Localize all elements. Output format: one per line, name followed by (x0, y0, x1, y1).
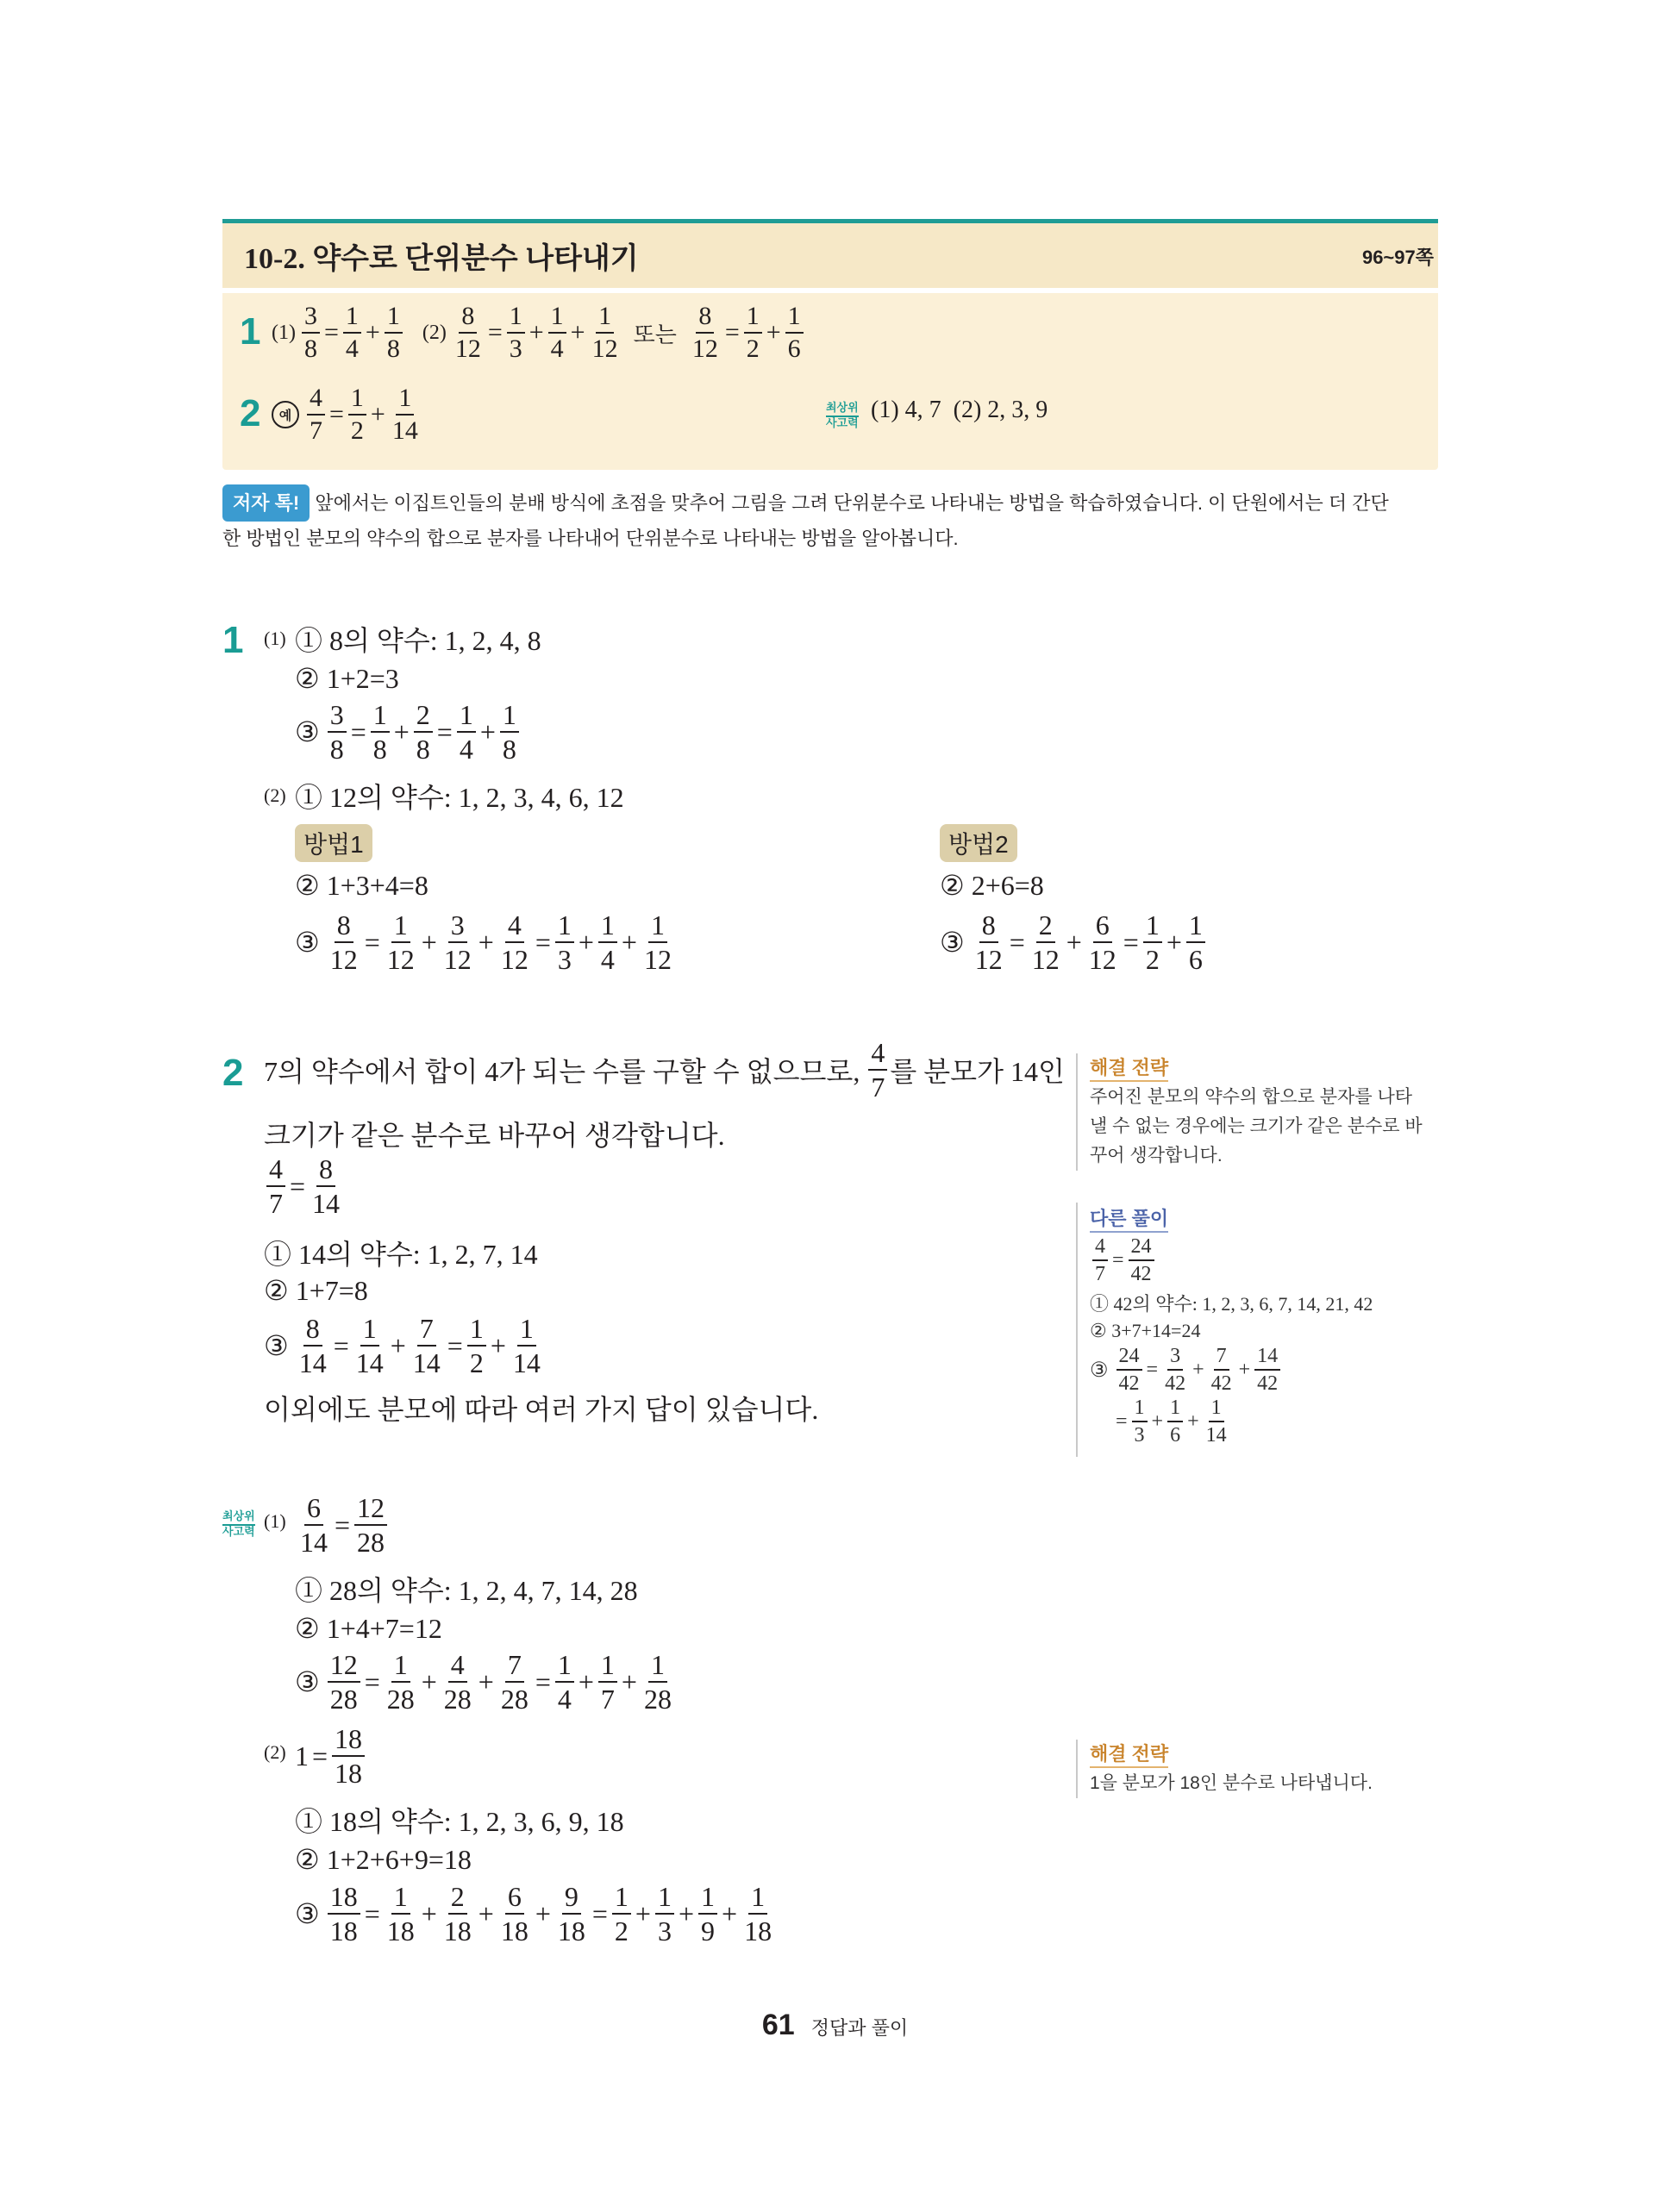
sol1-p1-step3: ③ $\frac{3}{8}$ = $\frac{1}{8}$ + $\frac{2}{8}$ = $\frac{1}{4}$ + $\frac{1}{8}$ (295, 701, 522, 763)
fraction: $\frac{2}{18}$ (443, 1881, 472, 1946)
alt-step3-result: = $\frac{1}{3}$ + $\frac{1}{6}$ + $\frac{1}{14}$ (1114, 1397, 1452, 1446)
fraction: $\frac{1}{4}$ (457, 701, 476, 763)
fraction: $\frac{1}{14}$ (355, 1313, 384, 1378)
answer-1-part2-label: (2) (422, 321, 447, 344)
fraction: $\frac{1}{2}$ (612, 1883, 631, 1945)
fraction: $\frac{3}{8}$ (328, 701, 347, 763)
page-number: 61 (761, 2009, 795, 2041)
alt-equivalent: $\frac{4}{7}$ = $\frac{24}{42}$ (1090, 1236, 1452, 1284)
fraction: $\frac{12}{28}$ (354, 1494, 387, 1556)
challenge-p1-step3: ③ $\frac{12}{28}$ = $\frac{1}{28}$ + $\frac{4}{28}$ + $\frac{7}{28}$ = $\frac{1}{4}$ + $\frac{1}{7}$ + $\frac{1}{28}$ (295, 1651, 677, 1713)
fraction: $\frac{2}{12}$ (1031, 909, 1060, 975)
fraction: $\frac{4}{7}$ (266, 1155, 285, 1217)
fraction: $\frac{1}{14}$ (1205, 1397, 1227, 1447)
fraction: $\frac{1}{12}$ (643, 909, 672, 975)
alt-step3: ③ $\frac{24}{42}$ = $\frac{3}{42}$ + $\frac{7}{42}$ + $\frac{14}{42}$ (1090, 1346, 1452, 1394)
challenge-p1-step1: ① 28의 약수: 1, 2, 4, 7, 14, 28 (295, 1575, 638, 1606)
fraction: $\frac{1}{4}$ (343, 303, 361, 362)
answer-1-part1-label: (1) (272, 321, 296, 344)
section-title: 10-2. 약수로 단위분수 나타내기 (244, 243, 639, 275)
challenge-p2-step2: ② 1+2+6+9=18 (295, 1844, 472, 1875)
challenge-p2-equivalent: 1 = $\frac{18}{18}$ (295, 1725, 367, 1787)
solution-1-number: 1 (222, 619, 244, 661)
sol1-p1-step1: ① 8의 약수: 1, 2, 4, 8 (295, 625, 541, 656)
sol1-part1-label: (1) (264, 628, 286, 649)
fraction: $\frac{1}{8}$ (500, 701, 519, 763)
fraction: $\frac{1}{4}$ (598, 911, 617, 973)
fraction: $\frac{1}{14}$ (512, 1313, 541, 1378)
footer-label: 정답과 풀이 (810, 2017, 909, 2039)
fraction: $\frac{1}{6}$ (1167, 1397, 1183, 1446)
sol2-step1: ① 14의 약수: 1, 2, 7, 14 (264, 1239, 538, 1270)
fraction: $\frac{9}{18}$ (557, 1881, 585, 1946)
fraction: $\frac{4}{7}$ (1092, 1236, 1108, 1284)
fraction: $\frac{8}{12}$ (329, 909, 358, 975)
fraction: $\frac{18}{18}$ (332, 1725, 365, 1787)
fraction: $\frac{12}{28}$ (328, 1651, 360, 1713)
fraction: $\frac{4}{7}$ (307, 385, 325, 444)
fraction: $\frac{1}{3}$ (1132, 1397, 1148, 1446)
fraction: $\frac{1}{12}$ (386, 909, 415, 975)
fraction: $\frac{6}{18}$ (500, 1881, 529, 1946)
fraction: $\frac{14}{42}$ (1254, 1346, 1280, 1394)
fraction: $\frac{7}{28}$ (500, 1649, 529, 1715)
fraction: $\frac{1}{7}$ (598, 1651, 617, 1713)
fraction: $\frac{7}{42}$ (1210, 1345, 1232, 1395)
fraction: $\frac{7}{14}$ (412, 1313, 441, 1378)
footer (0, 2009, 1670, 2042)
fraction: $\frac{4}{28}$ (443, 1649, 472, 1715)
fraction: $\frac{3}{8}$ (302, 303, 320, 362)
strategy-box-1: 해결 전략 주어진 분모의 약수의 합으로 분자를 나타 낼 수 없는 경우에는 크기가 같은 분수로 바 꾸어 생각합니다. (1076, 1053, 1423, 1171)
sol2-line2: 크기가 같은 분수로 바꾸어 생각합니다. (264, 1120, 725, 1151)
fraction: $\frac{4}{7}$ (868, 1039, 887, 1101)
fraction: $\frac{4}{12}$ (500, 909, 529, 975)
method1-tag: 방법1 (295, 824, 372, 862)
challenge-p1-equivalent: $\frac{6}{14}$ = $\frac{12}{28}$ (295, 1494, 390, 1556)
challenge-part1-label: (1) (264, 1510, 286, 1532)
fraction: $\frac{1}{8}$ (371, 701, 390, 763)
fraction: $\frac{1}{3}$ (555, 911, 574, 973)
fraction: $\frac{1}{3}$ (507, 303, 525, 362)
challenge-p1-step2: ② 1+4+7=12 (295, 1613, 442, 1644)
fraction: $\frac{1}{18}$ (386, 1881, 415, 1946)
fraction: $\frac{1}{4}$ (555, 1651, 574, 1713)
challenge-badge: 최상위 사고력 (826, 401, 859, 429)
fraction: $\frac{1}{12}$ (591, 302, 618, 363)
example-mark: 예 (272, 401, 299, 428)
fraction: $\frac{1}{4}$ (548, 303, 566, 362)
fraction: $\frac{8}{12}$ (974, 909, 1003, 975)
sol2-equivalent: $\frac{4}{7}$ = $\frac{8}{14}$ (264, 1155, 345, 1217)
fraction: $\frac{1}{28}$ (386, 1649, 415, 1715)
sol1-p2-step1: ① 12의 약수: 1, 2, 3, 4, 6, 12 (295, 782, 624, 813)
author-tip-line2: 한 방법인 분모의 약수의 합으로 분자를 나타내어 단위분수로 나타내는 방법을 알아봅니다. (222, 528, 959, 549)
fraction: $\frac{1}{6}$ (1186, 911, 1205, 973)
fraction: $\frac{3}{42}$ (1165, 1345, 1186, 1395)
sol2-step3: ③ $\frac{8}{14}$ = $\frac{1}{14}$ + $\frac{7}{14}$ = $\frac{1}{2}$ + $\frac{1}{14}$ (264, 1315, 546, 1377)
strategy-box-2: 해결 전략 1을 분모가 18인 분수로 나타냅니다. (1076, 1740, 1373, 1798)
fraction: $\frac{8}{14}$ (312, 1153, 341, 1219)
page-range: 96~97쪽 (1361, 247, 1434, 268)
author-tag: 저자 톡! (222, 484, 310, 522)
answer-1-line: (1) $\frac{3}{8}$ = $\frac{1}{4}$ + $\frac{1}{8}$ (2) $\frac{8}{12}$ = $\frac{1}{3}$ + $\frac{1}{4}$ + $\frac{1}{12}$ 또는 $\frac{8}{12}$ = $\frac{1}{2}$ + $\frac{1}{6}$ (272, 303, 806, 362)
challenge-p2-step1: ① 18의 약수: 1, 2, 3, 6, 9, 18 (295, 1806, 624, 1837)
challenge-answer: (1) 4, 7 (2) 2, 3, 9 (871, 397, 1048, 423)
author-tip-line1: 앞에서는 이집트인들의 분배 방식에 초점을 맞추어 그림을 그려 단위분수로 나타내는 방법을 학습하였습니다. 이 단원에서는 더 간단 (315, 492, 1389, 514)
fraction: $\frac{1}{2}$ (467, 1315, 486, 1377)
sol2-line1: 7의 약수에서 합이 4가 되는 수를 구할 수 없으므로, $\frac{4}{7}$ 를 분모가 14인 (264, 1037, 1065, 1103)
method1-step2: ② 1+3+4=8 (295, 870, 428, 901)
fraction: $\frac{1}{2}$ (1143, 911, 1162, 973)
fraction: $\frac{1}{6}$ (785, 303, 804, 362)
fraction: $\frac{6}{14}$ (300, 1492, 328, 1558)
author-tip (222, 484, 1438, 555)
fraction: $\frac{8}{12}$ (454, 302, 481, 363)
challenge-badge-2: 최상위 사고력 (222, 1509, 255, 1538)
fraction: $\frac{3}{12}$ (443, 909, 472, 975)
fraction: $\frac{1}{9}$ (698, 1883, 717, 1945)
challenge-p2-step3: ③ $\frac{18}{18}$ = $\frac{1}{18}$ + $\frac{2}{18}$ + $\frac{6}{18}$ + $\frac{9}{18}$ = $\frac{1}{2}$ + $\frac{1}{3}$ + $\frac{1}{9}$ + $\frac{1}{18}$ (295, 1883, 777, 1945)
alternative-solution-box: 다른 풀이 $\frac{4}{7}$ = $\frac{24}{42}$ ① 42의 약수: 1, 2, 3, 6, 7, 14, 21, 42 ② 3+7+14=24 ③ $\frac{24}{42}$ = $\frac{3}{42}$ + $\frac{7}{42}$ + $\frac{14}{42}$ = $\frac{1}{3}$ + $\frac{1}{6}$ + $\frac{1}{14}$ (1076, 1203, 1452, 1457)
sol2-step2: ② 1+7=8 (264, 1275, 368, 1306)
fraction: $\frac{1}{2}$ (744, 303, 762, 362)
answer-1-number: 1 (240, 310, 261, 353)
answer-2-line: 예 $\frac{4}{7}$ = $\frac{1}{2}$ + $\frac{1}{14}$ (272, 385, 423, 444)
fraction: $\frac{1}{14}$ (391, 384, 418, 445)
sol1-p1-step2: ② 1+2=3 (295, 663, 399, 694)
fraction: $\frac{1}{3}$ (655, 1883, 674, 1945)
fraction: $\frac{24}{42}$ (1116, 1346, 1142, 1394)
method1-step3: ③ $\frac{8}{12}$ = $\frac{1}{12}$ + $\frac{3}{12}$ + $\frac{4}{12}$ = $\frac{1}{3}$ + $\frac{1}{4}$ + $\frac{1}{12}$ (295, 911, 677, 973)
fraction: $\frac{6}{12}$ (1088, 909, 1116, 975)
method2-tag: 방법2 (940, 824, 1017, 862)
fraction: $\frac{18}{18}$ (328, 1883, 360, 1945)
fraction: $\frac{24}{42}$ (1129, 1236, 1154, 1284)
fraction: $\frac{1}{8}$ (385, 303, 403, 362)
fraction: $\frac{1}{2}$ (348, 385, 366, 444)
solution-2-number: 2 (222, 1052, 244, 1094)
fraction: $\frac{1}{18}$ (744, 1881, 772, 1946)
method2-step3: ③ $\frac{8}{12}$ = $\frac{2}{12}$ + $\frac{6}{12}$ = $\frac{1}{2}$ + $\frac{1}{6}$ (940, 911, 1208, 973)
challenge-part2-label: (2) (264, 1741, 286, 1763)
sol1-part2-label: (2) (264, 784, 286, 806)
sol2-closing: 이외에도 분모에 따라 여러 가지 답이 있습니다. (264, 1394, 819, 1425)
fraction: $\frac{1}{28}$ (643, 1649, 672, 1715)
fraction: $\frac{8}{12}$ (691, 302, 718, 363)
fraction: $\frac{8}{14}$ (298, 1313, 327, 1378)
or-word: 또는 (633, 321, 677, 347)
fraction: $\frac{2}{8}$ (414, 701, 433, 763)
answer-2-number: 2 (240, 392, 261, 434)
method2-step2: ② 2+6=8 (940, 870, 1044, 901)
